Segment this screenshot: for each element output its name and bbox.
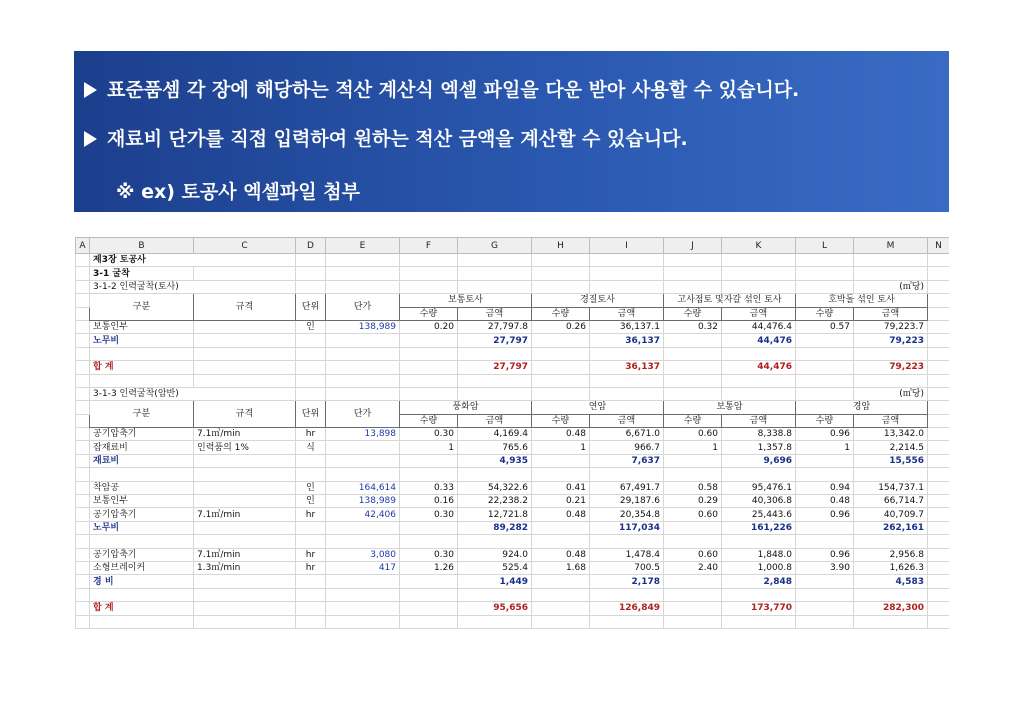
cell[interactable]: 8,338.8 [722, 428, 796, 441]
subtotal-row [76, 334, 950, 347]
cell[interactable]: 161,226 [722, 521, 796, 534]
expense-label[interactable]: 경 비 [90, 575, 194, 588]
cell[interactable]: 12,721.8 [458, 508, 532, 521]
hdr-gubun[interactable]: 구분 [90, 401, 194, 428]
cell[interactable]: 54,322.6 [458, 481, 532, 494]
cell[interactable]: 0.20 [400, 320, 458, 333]
table-row [76, 428, 950, 441]
cell[interactable]: 262,161 [854, 521, 928, 534]
sub-amt[interactable]: 금액 [458, 414, 532, 427]
cell[interactable]: 1,848.0 [722, 548, 796, 561]
cell[interactable]: 0.48 [532, 428, 590, 441]
section-title[interactable]: 3-1 굴착 [90, 267, 194, 280]
cell[interactable]: 27,797 [458, 361, 532, 374]
cell[interactable]: 0.96 [796, 428, 854, 441]
cell[interactable]: 2,956.8 [854, 548, 928, 561]
cell[interactable]: 0.16 [400, 495, 458, 508]
cell[interactable]: 0.60 [664, 508, 722, 521]
col-header-f[interactable]: F [400, 238, 458, 254]
row-spec[interactable]: 1.3㎥/min [194, 561, 296, 574]
cell[interactable]: 1.68 [532, 561, 590, 574]
cell[interactable]: 36,137.1 [590, 320, 664, 333]
material-label[interactable]: 재료비 [90, 454, 194, 467]
sub-qty[interactable]: 수량 [664, 414, 722, 427]
sub-qty[interactable]: 수량 [400, 307, 458, 320]
col-header-h[interactable]: H [532, 238, 590, 254]
sub-amt[interactable]: 금액 [722, 414, 796, 427]
hdr-price[interactable]: 단가 [326, 401, 400, 428]
table2-caption[interactable]: 3-1-3 인력굴착(암반) [90, 387, 296, 400]
row-spec[interactable] [194, 320, 296, 333]
sub-qty[interactable]: 수량 [796, 414, 854, 427]
cell[interactable]: 40,306.8 [722, 495, 796, 508]
group-header[interactable]: 경암 [796, 401, 928, 414]
cell[interactable]: 4,583 [854, 575, 928, 588]
cell[interactable]: 0.26 [532, 320, 590, 333]
cell[interactable]: 154,737.1 [854, 481, 928, 494]
table-row [76, 495, 950, 508]
row-unit[interactable]: hr [296, 508, 326, 521]
cell[interactable]: 1,449 [458, 575, 532, 588]
row-name[interactable]: 공기압축기 [90, 508, 194, 521]
cell[interactable]: 525.4 [458, 561, 532, 574]
total-row [76, 602, 950, 615]
cell[interactable]: 0.96 [796, 508, 854, 521]
banner-line-1 [84, 75, 799, 102]
cell[interactable]: 25,443.6 [722, 508, 796, 521]
sub-amt[interactable]: 금액 [590, 307, 664, 320]
table-row [76, 481, 950, 494]
cell[interactable]: 95,656 [458, 602, 532, 615]
labor-label[interactable]: 노무비 [90, 334, 194, 347]
cell[interactable]: 66,714.7 [854, 495, 928, 508]
row-price[interactable] [326, 441, 400, 454]
cell[interactable]: 173,770 [722, 602, 796, 615]
cell[interactable]: 22,238.2 [458, 495, 532, 508]
row-price[interactable]: 3,080 [326, 548, 400, 561]
row-spec[interactable] [194, 495, 296, 508]
cell[interactable]: 924.0 [458, 548, 532, 561]
cell[interactable]: 0.58 [664, 481, 722, 494]
col-header-j[interactable]: J [664, 238, 722, 254]
row-spec[interactable] [194, 481, 296, 494]
total-label[interactable]: 합 계 [90, 361, 194, 374]
cell[interactable]: 27,797.8 [458, 320, 532, 333]
info-banner [74, 51, 949, 212]
cell[interactable]: 1,357.8 [722, 441, 796, 454]
cell[interactable]: 2,848 [722, 575, 796, 588]
row-price[interactable]: 42,406 [326, 508, 400, 521]
sub-qty[interactable]: 수량 [664, 307, 722, 320]
group-header[interactable]: 경질토사 [532, 294, 664, 307]
table-row [76, 320, 950, 333]
cell[interactable]: 79,223.7 [854, 320, 928, 333]
row-spec[interactable]: 7.1㎥/min [194, 508, 296, 521]
cell[interactable]: 0.60 [664, 548, 722, 561]
subtotal-row [76, 575, 950, 588]
row-unit[interactable]: 인 [296, 495, 326, 508]
table1-caption[interactable]: 3-1-2 인력굴착(토사) [90, 280, 296, 293]
cell[interactable]: 36,137 [590, 361, 664, 374]
cell[interactable]: 29,187.6 [590, 495, 664, 508]
col-header-e[interactable]: E [326, 238, 400, 254]
banner-line-1-text: 표준품셈 각 장에 해당하는 적산 계산식 엑셀 파일을 다운 받아 사용할 수 있습니다. [107, 79, 800, 101]
row-name[interactable]: 보통인부 [90, 320, 194, 333]
col-header-i[interactable]: I [590, 238, 664, 254]
sheet-title[interactable]: 제3장 토공사 [90, 254, 296, 267]
col-header-b[interactable]: B [90, 238, 194, 254]
sub-amt[interactable]: 금액 [590, 414, 664, 427]
cell[interactable]: 0.33 [400, 481, 458, 494]
cell[interactable]: 6,671.0 [590, 428, 664, 441]
cell[interactable]: 4,169.4 [458, 428, 532, 441]
col-header-m[interactable]: M [854, 238, 928, 254]
row-unit[interactable]: 인 [296, 320, 326, 333]
cell[interactable]: 67,491.7 [590, 481, 664, 494]
cell[interactable]: 126,849 [590, 602, 664, 615]
group-header[interactable]: 풍화암 [400, 401, 532, 414]
row-unit[interactable]: hr [296, 428, 326, 441]
cell[interactable]: 765.6 [458, 441, 532, 454]
subtotal-row [76, 521, 950, 534]
cell[interactable]: 95,476.1 [722, 481, 796, 494]
cell[interactable]: 0.21 [532, 495, 590, 508]
cell[interactable]: 2,214.5 [854, 441, 928, 454]
cell[interactable]: 79,223 [854, 361, 928, 374]
group-header[interactable]: 고사점토 및자갈 섞인 토사 [664, 294, 796, 307]
sub-qty[interactable]: 수량 [532, 307, 590, 320]
col-header-n[interactable]: N [928, 238, 950, 254]
cell[interactable]: 44,476.4 [722, 320, 796, 333]
table-row [76, 561, 950, 574]
cell[interactable]: 4,935 [458, 454, 532, 467]
cell[interactable]: 2,178 [590, 575, 664, 588]
cell[interactable]: 0.60 [664, 428, 722, 441]
cell[interactable]: 0.48 [796, 495, 854, 508]
cell[interactable]: 966.7 [590, 441, 664, 454]
row-spec[interactable]: 인력품의 1% [194, 441, 296, 454]
sub-amt[interactable]: 금액 [722, 307, 796, 320]
spreadsheet-grid [75, 237, 949, 629]
sub-amt[interactable]: 금액 [458, 307, 532, 320]
cell[interactable]: 1 [400, 441, 458, 454]
cell[interactable]: 13,342.0 [854, 428, 928, 441]
labor-label[interactable]: 노무비 [90, 521, 194, 534]
total-label[interactable]: 합 계 [90, 602, 194, 615]
table2-unit[interactable]: (㎥당) [854, 387, 928, 400]
cell[interactable]: 27,797 [458, 334, 532, 347]
table-row [76, 548, 950, 561]
cell[interactable]: 44,476 [722, 334, 796, 347]
cell[interactable]: 0.30 [400, 548, 458, 561]
group-header[interactable]: 연암 [532, 401, 664, 414]
banner-line-2 [84, 124, 688, 151]
hdr-unit[interactable]: 단위 [296, 401, 326, 428]
cell[interactable]: 117,034 [590, 521, 664, 534]
row-unit[interactable]: hr [296, 561, 326, 574]
cell[interactable]: 0.48 [532, 548, 590, 561]
cell[interactable]: 44,476 [722, 361, 796, 374]
sub-amt[interactable]: 금액 [854, 414, 928, 427]
cell[interactable]: 36,137 [590, 334, 664, 347]
cell[interactable]: 0.48 [532, 508, 590, 521]
cell[interactable]: 0.32 [664, 320, 722, 333]
sub-qty[interactable]: 수량 [796, 307, 854, 320]
row-name[interactable]: 공기압축기 [90, 548, 194, 561]
row-unit[interactable]: 식 [296, 441, 326, 454]
cell[interactable]: 700.5 [590, 561, 664, 574]
total-row [76, 361, 950, 374]
hdr-price[interactable]: 단가 [326, 294, 400, 321]
play-triangle-icon [84, 82, 97, 98]
row-price[interactable]: 417 [326, 561, 400, 574]
cell[interactable]: 1 [796, 441, 854, 454]
banner-line-2-text: 재료비 단가를 직접 입력하여 원하는 적산 금액을 계산할 수 있습니다. [107, 128, 688, 150]
play-triangle-icon [84, 131, 97, 147]
row-price[interactable]: 138,989 [326, 495, 400, 508]
hdr-spec[interactable]: 규격 [194, 294, 296, 321]
cell[interactable]: 9,696 [722, 454, 796, 467]
row-name[interactable]: 착암공 [90, 481, 194, 494]
col-header-c[interactable]: C [194, 238, 296, 254]
row-name[interactable]: 소형브레이커 [90, 561, 194, 574]
cell[interactable]: 0.57 [796, 320, 854, 333]
row-unit[interactable]: 인 [296, 481, 326, 494]
cell[interactable]: 7,637 [590, 454, 664, 467]
row-spec[interactable]: 7.1㎥/min [194, 548, 296, 561]
table-row [76, 441, 950, 454]
row-unit[interactable]: hr [296, 548, 326, 561]
cell[interactable]: 40,709.7 [854, 508, 928, 521]
cell[interactable]: 1,478.4 [590, 548, 664, 561]
cell[interactable]: 0.30 [400, 428, 458, 441]
table-row [76, 508, 950, 521]
row-spec[interactable]: 7.1㎥/min [194, 428, 296, 441]
col-header-l[interactable]: L [796, 238, 854, 254]
row-price[interactable]: 164,614 [326, 481, 400, 494]
cell[interactable]: 282,300 [854, 602, 928, 615]
cell[interactable]: 1 [664, 441, 722, 454]
sub-amt[interactable]: 금액 [854, 307, 928, 320]
cell[interactable]: 1,626.3 [854, 561, 928, 574]
group-header[interactable]: 호박돌 섞인 토사 [796, 294, 928, 307]
col-header-d[interactable]: D [296, 238, 326, 254]
spreadsheet [75, 237, 949, 643]
cell[interactable]: 2.40 [664, 561, 722, 574]
cell[interactable]: 1,000.8 [722, 561, 796, 574]
cell[interactable]: 0.41 [532, 481, 590, 494]
cell[interactable]: 0.94 [796, 481, 854, 494]
hdr-spec[interactable]: 규격 [194, 401, 296, 428]
column-header-row [76, 238, 950, 254]
col-header-a[interactable]: A [76, 238, 90, 254]
col-header-g[interactable]: G [458, 238, 532, 254]
cell[interactable]: 1.26 [400, 561, 458, 574]
hdr-gubun[interactable]: 구분 [90, 294, 194, 321]
cell[interactable]: 79,223 [854, 334, 928, 347]
cell[interactable]: 89,282 [458, 521, 532, 534]
cell[interactable]: 15,556 [854, 454, 928, 467]
banner-line-3: ※ ex) 토공사 엑셀파일 첨부 [116, 181, 360, 203]
cell[interactable]: 0.96 [796, 548, 854, 561]
col-header-k[interactable]: K [722, 238, 796, 254]
table1-unit[interactable]: (㎥당) [854, 280, 928, 293]
cell[interactable]: 1 [532, 441, 590, 454]
row-name[interactable]: 공기압축기 [90, 428, 194, 441]
row-name[interactable]: 보통인부 [90, 495, 194, 508]
group-header[interactable]: 보통암 [664, 401, 796, 414]
cell[interactable]: 20,354.8 [590, 508, 664, 521]
subtotal-row [76, 454, 950, 467]
cell[interactable]: 0.29 [664, 495, 722, 508]
row-price[interactable]: 138,989 [326, 320, 400, 333]
cell[interactable]: 3.90 [796, 561, 854, 574]
row-name[interactable]: 잡재료비 [90, 441, 194, 454]
row-price[interactable]: 13,898 [326, 428, 400, 441]
sub-qty[interactable]: 수량 [532, 414, 590, 427]
group-header[interactable]: 보통토사 [400, 294, 532, 307]
sub-qty[interactable]: 수량 [400, 414, 458, 427]
hdr-unit[interactable]: 단위 [296, 294, 326, 321]
cell[interactable]: 0.30 [400, 508, 458, 521]
